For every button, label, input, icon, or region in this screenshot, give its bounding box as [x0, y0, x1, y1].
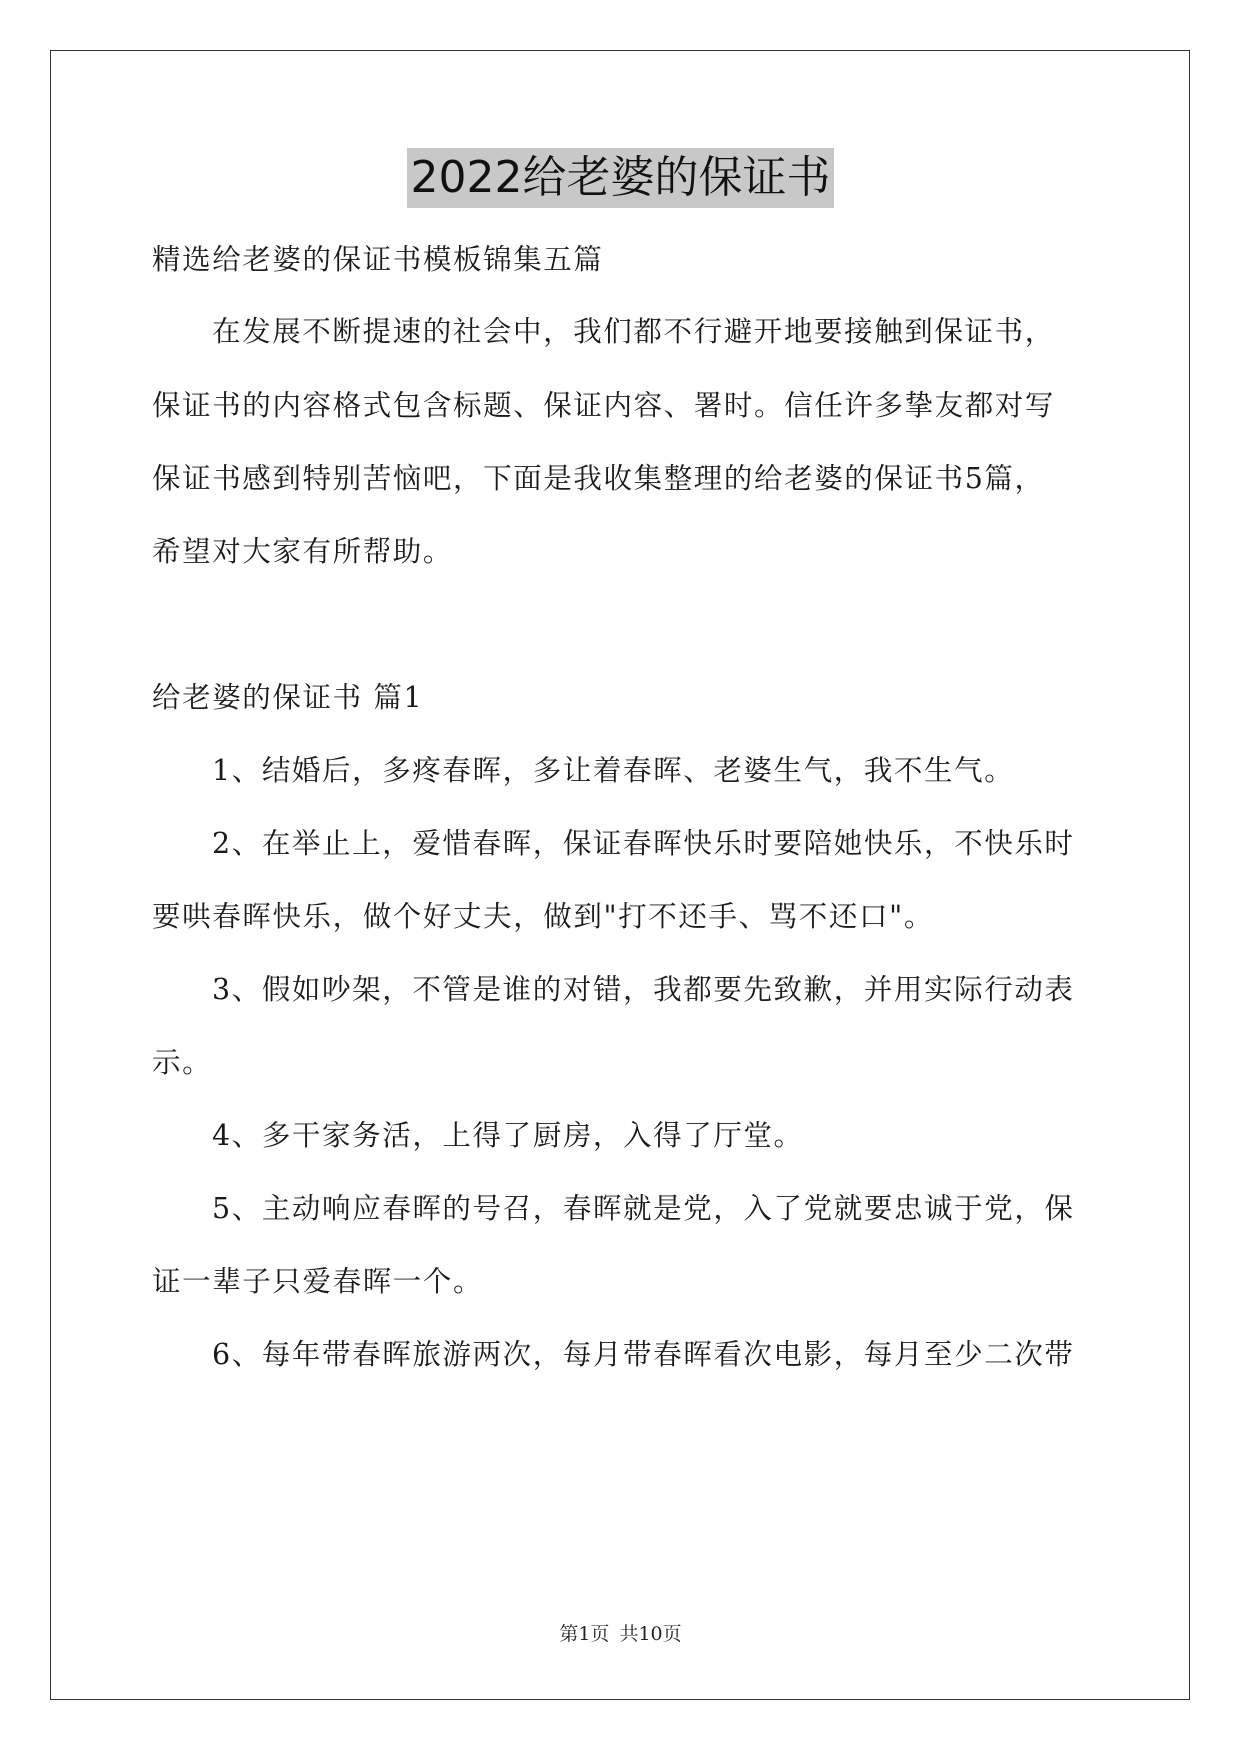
list-item-line: 示。: [152, 1046, 213, 1079]
list-item-line: 6、每年带春晖旅游两次，每月带春晖看次电影，每月至少二次带: [212, 1338, 1075, 1371]
paragraph-line: 保证书感到特别苦恼吧，下面是我收集整理的给老婆的保证书5篇，: [152, 462, 1045, 495]
paragraph-line: 希望对大家有所帮助。: [152, 535, 454, 568]
section-heading: 给老婆的保证书 篇1: [152, 681, 424, 714]
list-item-line: 4、多干家务活，上得了厨房，入得了厅堂。: [212, 1119, 804, 1152]
page-footer: [0, 1622, 1241, 1646]
title-container: [0, 148, 1241, 208]
document-title: 2022给老婆的保证书: [407, 148, 835, 208]
paragraph-line: 保证书的内容格式包含标题、保证内容、署时。信任许多挚友都对写: [152, 389, 1056, 422]
list-item-line: 要哄春晖快乐，做个好丈夫，做到"打不还手、骂不还口"。: [152, 900, 934, 933]
list-item-line: 2、在举止上，爱惜春晖，保证春晖快乐时要陪她快乐，不快乐时: [212, 827, 1075, 860]
list-item-line: 5、主动响应春晖的号召，春晖就是党，入了党就要忠诚于党，保: [212, 1192, 1075, 1225]
page-border: [50, 50, 1190, 1700]
page-number: 第1页: [559, 1623, 610, 1645]
paragraph-line: 在发展不断提速的社会中，我们都不行避开地要接触到保证书，: [212, 315, 1055, 348]
subtitle-line: 精选给老婆的保证书模板锦集五篇: [152, 243, 604, 276]
list-item-line: 1、结婚后，多疼春晖，多让着春晖、老婆生气，我不生气。: [212, 754, 1015, 787]
list-item-line: 3、假如吵架，不管是谁的对错，我都要先致歉，并用实际行动表: [212, 973, 1075, 1006]
list-item-line: 证一辈子只爱春晖一个。: [152, 1265, 484, 1298]
total-pages: 共10页: [619, 1623, 682, 1645]
